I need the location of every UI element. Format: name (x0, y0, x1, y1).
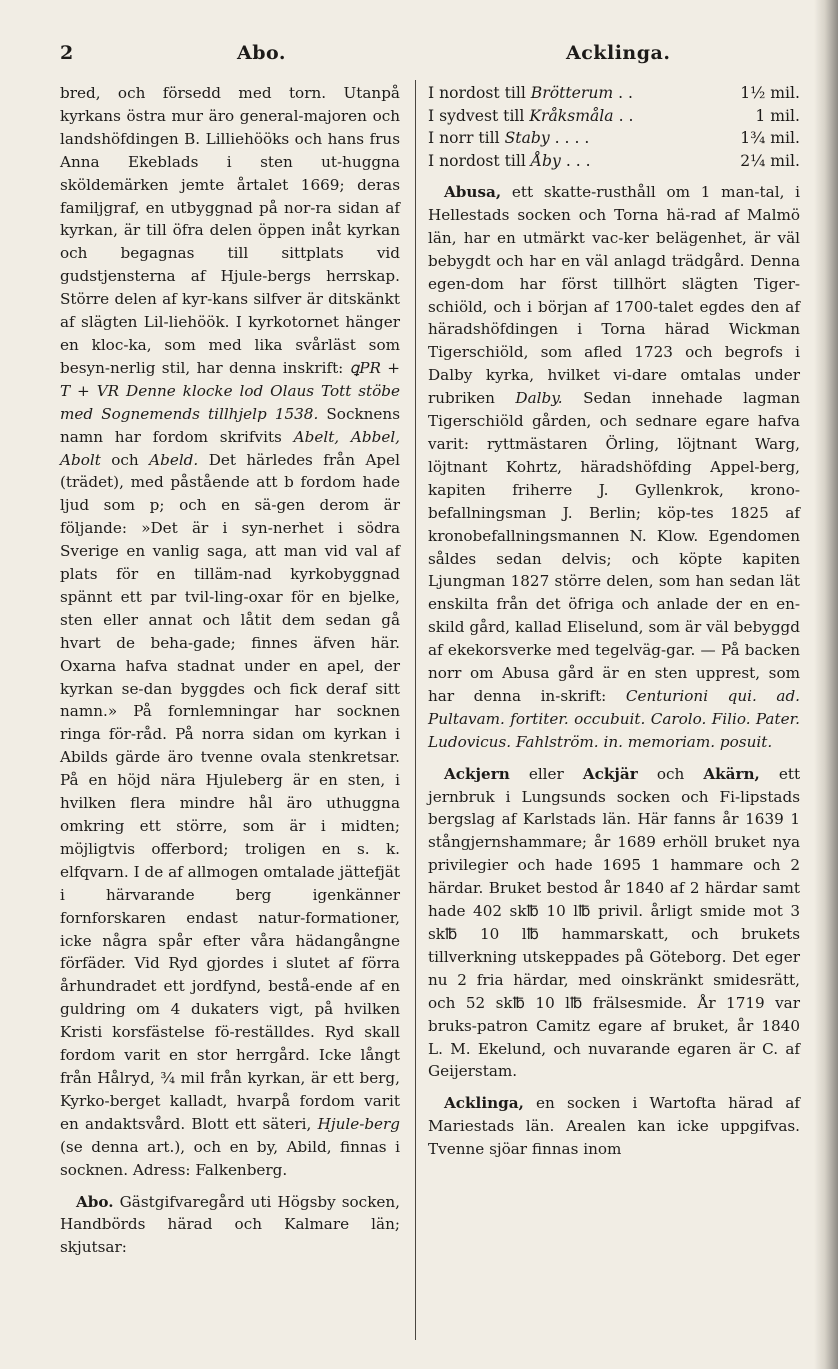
direction: I norr till (428, 129, 500, 147)
direction: I sydvest till (428, 106, 525, 125)
place-name: Åby (530, 151, 561, 170)
entry-text: en socken i Wartofta härad af Mariestads län. Arealen kan icke uppgifvas. Tvenne sjöar finnas inom (428, 1094, 801, 1159)
entry-text: Gästgifvaregård uti Högsby socken, Handbörds härad och Kalmare län; skjutsar: (60, 1192, 400, 1257)
cross-reference: Hjule-berg (317, 1114, 401, 1133)
connector: eller (528, 764, 564, 783)
entry-text: ett jernbruk i Lungsunds socken och Fi-lipstads bergslag af Karlstads län. Här fanns år 1639 1 stångjernshammare; år 1689 erhöll bruket nya privilegier och hade 1695 1 hammare och 2 härdar. Bruket bestod år 1840 af 2 härdar samt hade 402 sk℔ 10 l℔ privil. årligt smide mot 3 sk℔ 10 l℔ hammarskatt, och brukets tillverkning utskeppades på Göteborg. Det eger nu 2 fria härdar, med oinskränkt smidesrätt, och 52 sk℔ 10 l℔ frälsesmide. År 1719 var bruks-patron Camitz egare af bruket, år 1840 L. M. Ekelund, och nuvarande egaren är C. af Geijerstam. (428, 764, 801, 1081)
entry-abusa (428, 181, 800, 754)
place-name: Brötterum (530, 84, 614, 102)
page-header (0, 42, 838, 72)
distance-value: 1 mil. (755, 106, 800, 125)
old-names: Abelt, Abbel, Abolt (60, 427, 400, 469)
distance-value: 1½ mil. (740, 84, 800, 102)
column-divider (415, 80, 416, 1340)
distance-row: I nordost till Brötterum . . 1½ mil. (428, 82, 800, 105)
distance-row: I norr till Staby . . . . 1¾ mil. (428, 127, 800, 150)
headword: Ackjern (444, 764, 510, 783)
page-number: 2 (60, 42, 74, 64)
right-column (428, 82, 800, 1161)
direction: I nordost till (428, 151, 526, 170)
page-edge-shadow (814, 0, 838, 1369)
bell-inscription: ꝗPR + T + VR Denne klocke lod Olaus Tott stöbe med Sognemends tillhjelp 1538. (60, 358, 401, 423)
direction: I nordost till (428, 84, 526, 102)
entry-text: ett skatte-rusthåll om 1 man-tal, i Hellestads socken och Torna hä-rad af Malmö län, har en utmärkt vac-ker belägenhet, är väl bebygdt och har en väl anlagd trädgård. Denna egen-dom har först tillhört slägten Tiger-schiöld, och i början af 1700-talet egdes den af häradshöfdingen i Torna härad Wickman Tigerschiöld, som afled 1723 och begrofs i Dalby kyrka, hvilket vi-dare omtalas under rubriken (428, 183, 801, 408)
headword: Abusa, (444, 183, 502, 201)
old-name-last: Abeld. (149, 450, 199, 469)
cross-reference: Dalby. (515, 389, 563, 408)
place-name: Kråksmåla (529, 106, 614, 125)
entry-text: Sedan innehade lagman Tigerschiöld gården, och sednare egare hafva varit: ryttmästaren Örling, löjtnant Warg, löjtnant Kohrtz, häradshöfding Appel-berg, kapiten friherre J. Gyllenkrok, krono-befallningsman J. Berlin; köp-tes 1825 af kronobefallningsmannen N. Klow. Egendomen såldes sedan delvis; och köpte kapiten Ljungman 1827 större delen, som han sedan lät enskilta från det öfriga och anlade der en en-skild gård, kallad Eliselund, som är väl bebyggd af ekekorsverke med tegelväg-gar. — På backen norr om Abusa gård är en sten upprest, som har denna in-skrift: (428, 389, 801, 705)
body-text: Det härledes från Apel (trädet), med påstående att b fordom hade ljud som p; och en sä-gen derom är följande: »Det är i syn-nerhet i södra Sverige en vanlig saga, att man vid val af plats för en tilläm-nad kyrkobyggnad spännt ett par tvil-ling-oxar för en bjelke, sten eller annat och låtit dem sedan gå hvart de beha-gade; finnes äfven här. Oxarna hafva stadnat under en apel, der kyrkan se-dan byggdes och fick deraf sitt namn.» På fornlemningar har socknen ringa för-råd. På norra sidan om kyrkan i Abilds gärde äro tvenne ovala stenkretsar. På en höjd nära Hjuleberg är en sten, i hvilken flera mindre hål äro uthuggna omkring ett större, som är i midten; möjligtvis offerbord; troligen en s. k. elfqvarn. I de af allmogen omtalade jättefjät i härvarande berg igenkänner fornforskaren endast natur-formationer, icke några spår efter våra hädangångne förfäder. Vid Ryd gjordes i slutet af förra århundradet ett jordfynd, bestå-ende af en guldring om 4 dukaters vigt, på hvilken Kristi korsfästelse fö-reställdes. Ryd skall fordom varit en stor herrgård. Icke långt från Hålryd, ¾ mil från kyrkan, är ett berg, Kyrko-berget kalladt, hvarpå fordom varit en andaktsvård. Blott ett säteri, (60, 450, 401, 1133)
entry-acklinga (428, 1092, 800, 1161)
left-running-head: Abo. (237, 42, 286, 64)
entry-ackjern (428, 763, 800, 1084)
left-column (60, 82, 400, 1259)
body-text: bred, och försedd med torn. Utanpå kyrkans östra mur äro general-majoren och landshöfdingen B. Lilliehööks och hans frus Anna Ekeblads i sten ut-huggna sköldemärken jemte årtalet 1669; deras familjgraf, en utbyggnad på nor-ra sidan af kyrkan, är till öfra delen öppen inåt kyrkan och begagnas till sittplats vid gudstjensterna af Hjule-bergs herrskap. Större delen af kyr-kans silfver är ditskänkt af slägten Lil-liehöök. I kyrkotornet hänger en kloc-ka, som med lika svårläst som besyn-nerlig stil, har denna inskrift: (60, 84, 400, 377)
headword-variant: Ackjär (582, 764, 638, 783)
headword: Abo. (76, 1192, 114, 1211)
distance-value: 1¾ mil. (740, 129, 800, 147)
distance-value: 2¼ mil. (740, 151, 800, 170)
body-text: Socknens namn har fordom skrifvits (60, 404, 400, 446)
right-running-head: Acklinga. (566, 42, 671, 64)
headword: Acklinga, (444, 1094, 524, 1113)
place-name: Staby (504, 129, 550, 147)
headword-variant: Akärn, (703, 764, 760, 783)
body-text: och (111, 450, 139, 469)
entry-continuation (60, 82, 400, 1182)
stone-inscription: Centurioni qui. ad. Pultavam. fortiter. occubuit. Carolo. Filio. Pater. Ludovicus. Fahlström. in. memoriam. posuit. (428, 686, 801, 751)
distance-row: I sydvest till Kråksmåla . . 1 mil. (428, 105, 800, 128)
entry-abo (60, 1191, 400, 1260)
body-text: (se denna art.), och en by, Abild, finnas i socknen. Adress: Falkenberg. (60, 1137, 400, 1179)
connector: och (656, 764, 685, 783)
distance-row: I nordost till Åby . . . 2¼ mil. (428, 150, 800, 173)
